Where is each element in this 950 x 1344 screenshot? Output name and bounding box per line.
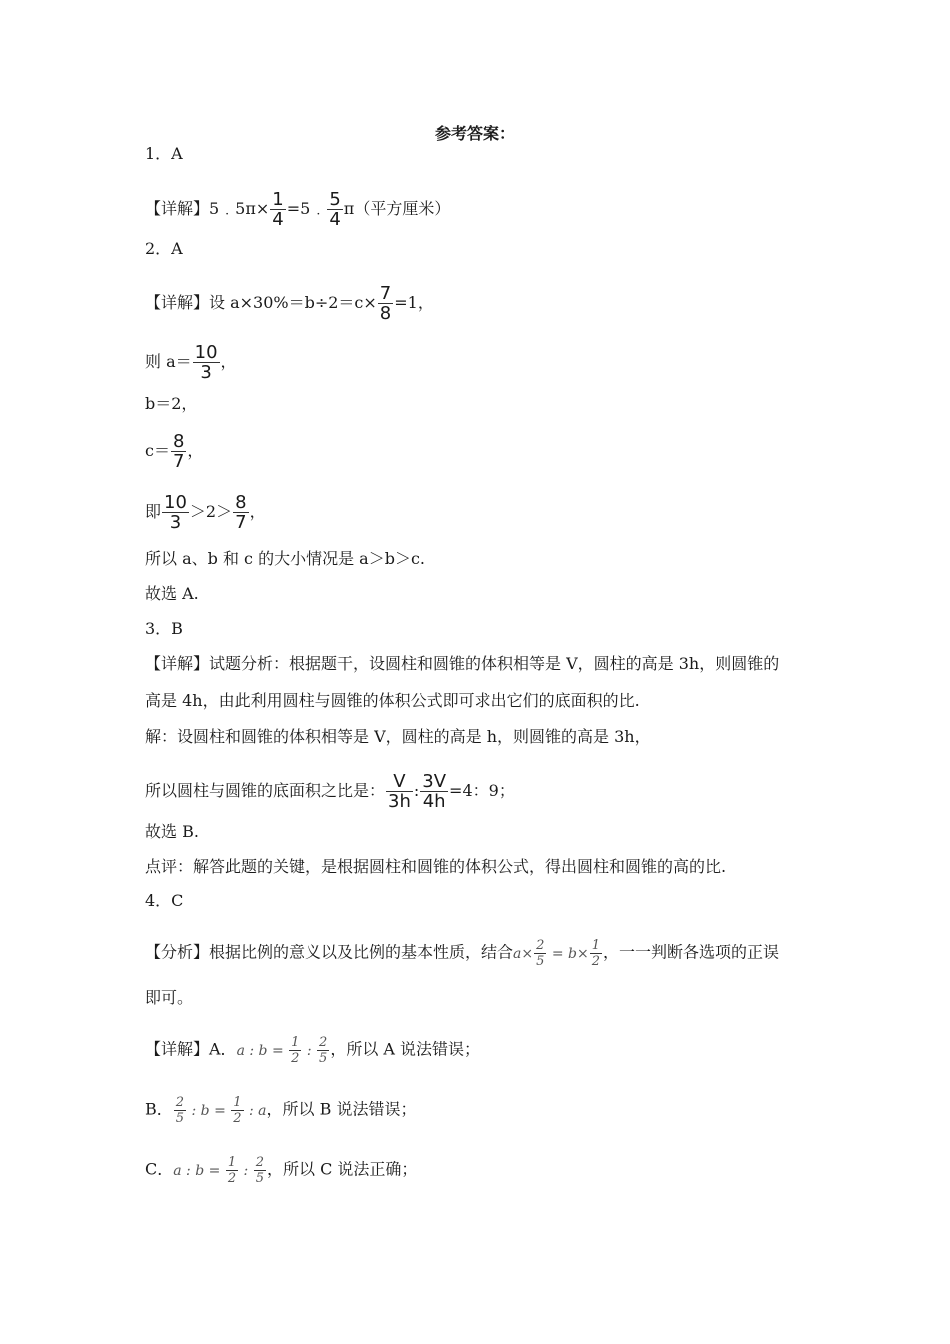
page-title: 参考答案： [434, 124, 515, 143]
q4-optA-expression [236, 1035, 331, 1066]
q2-cmp-f2-num: 8 [235, 492, 247, 513]
q3-f2-num: 3V [422, 771, 447, 792]
q4-optC-fraction-1 [226, 1155, 238, 1186]
q1-detail-prefix: 【详解】5﹒5π× [145, 199, 270, 218]
q3-ratio-suffix: =4：9； [449, 781, 515, 800]
q4-eq-f1-num: 2 [536, 938, 545, 953]
q4-optC-prefix: C． [145, 1159, 174, 1179]
q4-equation [513, 938, 603, 969]
q4-optB-expression [173, 1095, 267, 1126]
q4-optB-f2-den: 2 [233, 1111, 242, 1126]
q4-analysis [145, 938, 779, 969]
q4-eq-a: a× [513, 945, 534, 962]
q2-a-prefix: 则 a＝ [145, 352, 192, 371]
q2-number: 2．A [145, 239, 183, 258]
q4-optC-expr: a : b = [173, 1162, 225, 1179]
q2-cmp-suffix: ， [249, 502, 266, 521]
q2-c-fraction [171, 432, 186, 471]
q4-optC-suffix: ，所以 C 说法正确； [267, 1159, 418, 1179]
q4-optA-suffix: ，所以 A 说法错误； [330, 1039, 481, 1059]
q4-optB-f1-num: 2 [175, 1095, 185, 1110]
q2-c-num: 8 [172, 431, 185, 452]
q2-cmp-f1-num: 10 [164, 492, 187, 513]
q4-optA-f1-den: 2 [291, 1051, 300, 1066]
q4-optA-sep: : [302, 1042, 317, 1059]
q3-f1-den: 3h [388, 791, 411, 812]
q2-detail-suffix: =1， [394, 293, 434, 312]
q4-optC-f1-num: 1 [227, 1155, 237, 1170]
q2-detail-prefix: 【详解】设 a×30%＝b÷2＝c× [145, 293, 377, 312]
q3-detail-line2: 高是 4h，由此利用圆柱与圆锥的体积公式即可求出它们的底面积的比. [145, 691, 640, 710]
q2-cmp-f2-den: 7 [235, 512, 247, 533]
q3-fraction-v-3h [386, 772, 413, 811]
q4-option-c [145, 1155, 417, 1186]
q4-optC-fraction-2 [254, 1155, 266, 1186]
q2-f1-num: 7 [379, 283, 392, 304]
q3-f2-den: 4h [422, 791, 446, 812]
q3-ratio-sep: : [413, 781, 420, 800]
q4-optA-f1-num: 1 [291, 1035, 300, 1050]
q2-c-den: 7 [172, 451, 185, 472]
q3-ratio [145, 772, 515, 811]
q4-analysis-line2: 即可。 [145, 988, 194, 1007]
q4-optB-expr: : b = [187, 1102, 231, 1119]
q4-analysis-prefix: 【分析】根据比例的意义以及比例的基本性质，结合 [145, 942, 514, 962]
q4-eq-fraction-2 [590, 938, 602, 969]
q2-cmp-fraction-2 [233, 493, 248, 532]
q1-f1-den: 4 [272, 209, 284, 230]
q1-number: 1．A [145, 144, 183, 163]
q2-comparison [145, 493, 266, 532]
q1-f1-num: 1 [272, 189, 284, 210]
q4-analysis-suffix: ，一一判断各选项的正误 [602, 942, 779, 962]
q3-number: 3．B [145, 619, 183, 638]
q4-optC-f2-num: 2 [255, 1155, 264, 1170]
q2-cmp-mid: ＞2＞ [189, 502, 233, 521]
q2-b-value: b＝2， [145, 394, 198, 413]
q1-suffix: π（平方厘米） [343, 199, 451, 218]
q4-eq-f2-den: 2 [591, 954, 600, 969]
q2-c-prefix: c＝ [145, 441, 170, 460]
q3-f1-num: V [386, 772, 413, 792]
q4-option-b [145, 1095, 416, 1126]
q2-conclusion: 所以 a、b 和 c 的大小情况是 a＞b＞c. [145, 549, 426, 568]
q3-detail-line1: 【详解】试题分析：根据题干，设圆柱和圆锥的体积相等是 V，圆柱的高是 3h，则圆锥的 [145, 654, 780, 673]
q4-optA-fraction-2 [317, 1035, 329, 1066]
q2-a-fraction [193, 343, 220, 382]
q2-a-value [145, 343, 237, 382]
q2-detail [145, 284, 434, 323]
q4-optA-expr: a : b = [236, 1042, 289, 1059]
q3-ratio-prefix: 所以圆柱与圆锥的底面积之比是： [145, 781, 386, 800]
q4-optB-f1-den: 5 [175, 1111, 185, 1126]
q2-choice: 故选 A. [145, 584, 199, 603]
q4-optC-expression [173, 1155, 267, 1186]
q2-a-suffix: ， [220, 352, 237, 371]
q4-number: 4．C [145, 891, 184, 910]
q4-eq-fraction-1 [534, 938, 546, 969]
q3-fraction-3v-4h [420, 772, 448, 811]
q4-optA-fraction-1 [289, 1035, 301, 1066]
q3-choice: 故选 B. [145, 822, 199, 841]
q4-eq-f1-den: 5 [536, 954, 545, 969]
q2-fraction-7-8 [378, 284, 393, 323]
q2-a-num: 10 [194, 342, 218, 363]
q4-optB-fraction-2 [231, 1095, 243, 1126]
q4-optB-fraction-1 [174, 1095, 186, 1126]
q1-fraction-2 [327, 190, 342, 229]
q2-a-den: 3 [200, 362, 212, 383]
q2-c-value [145, 432, 203, 471]
q4-optC-f1-den: 2 [227, 1171, 237, 1186]
q4-eq-f2-num: 1 [591, 938, 600, 953]
q4-optB-f2-num: 1 [233, 1095, 242, 1110]
q4-optA-f2-den: 5 [319, 1051, 328, 1066]
q3-comment: 点评：解答此题的关键，是根据圆柱和圆锥的体积公式，得出圆柱和圆锥的高的比. [145, 857, 727, 876]
q4-optC-f2-den: 5 [255, 1171, 264, 1186]
q1-detail [145, 190, 450, 229]
q2-c-suffix: ， [187, 441, 204, 460]
q4-optB-tail: : a [244, 1102, 267, 1119]
q4-optC-sep: : [239, 1162, 253, 1179]
q4-optA-prefix: 【详解】A． [145, 1039, 237, 1059]
q4-optB-prefix: B． [145, 1099, 173, 1119]
q1-mid: =5﹒ [286, 199, 327, 218]
q4-eq-mid: = b× [547, 945, 589, 962]
q1-f2-den: 4 [329, 209, 341, 230]
q4-optA-f2-num: 2 [319, 1035, 328, 1050]
q4-optB-suffix: ，所以 B 说法错误； [266, 1099, 417, 1119]
q2-cmp-fraction-1 [162, 493, 189, 532]
q2-cmp-f1-den: 3 [169, 512, 182, 533]
q3-solution: 解：设圆柱和圆锥的体积相等是 V，圆柱的高是 h，则圆锥的高是 3h， [145, 727, 651, 746]
q4-option-a [145, 1035, 480, 1066]
q1-f2-num: 5 [329, 189, 341, 210]
q1-fraction-1 [270, 190, 285, 229]
q2-f1-den: 8 [379, 303, 392, 324]
q2-cmp-prefix: 即 [145, 502, 162, 521]
